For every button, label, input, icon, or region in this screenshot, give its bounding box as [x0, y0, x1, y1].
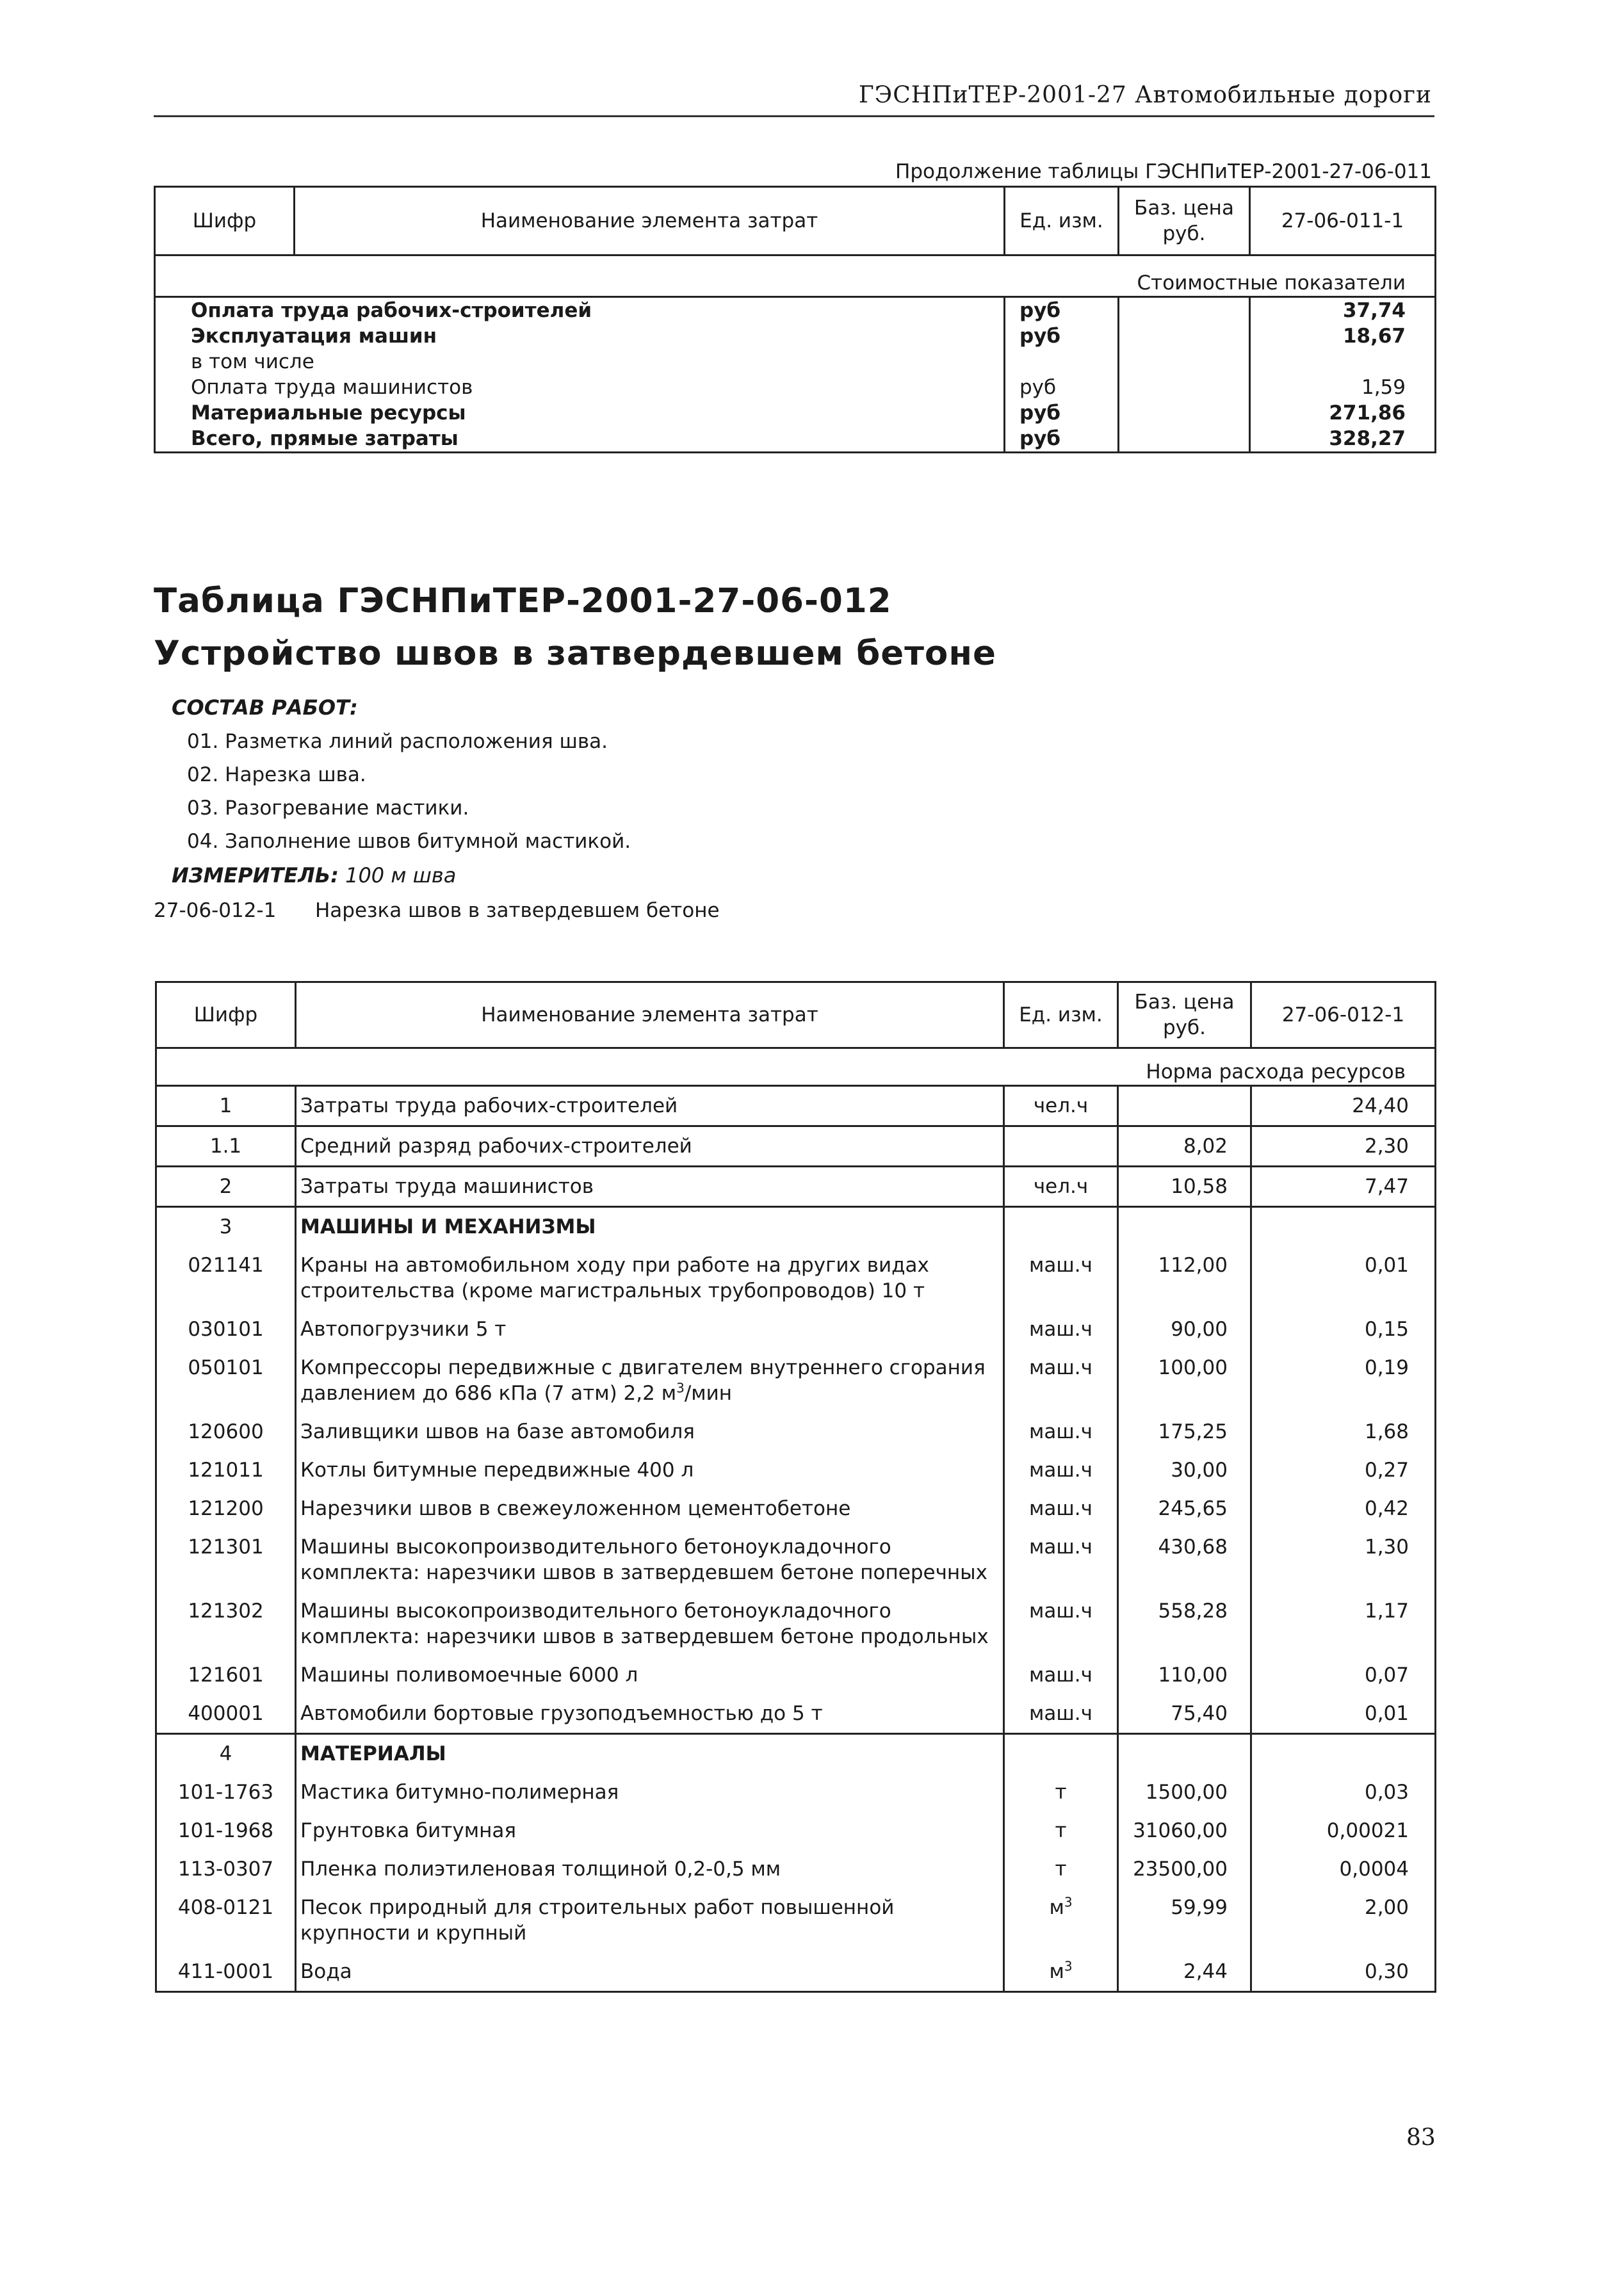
work-item: 03. Разогревание мастики.	[187, 797, 469, 820]
norm-code-line	[154, 899, 720, 922]
table1-col-code: Шифр	[155, 187, 295, 255]
norm-code: 27-06-012-1	[154, 899, 277, 922]
table1	[154, 186, 1436, 453]
table-row: 411-0001 Вода $м^3$ 2,44 0,30	[156, 1952, 1436, 1992]
work-item: 01. Разметка линий расположения шва.	[187, 730, 608, 753]
table-row: 4 МАТЕРИАЛЫ	[156, 1734, 1436, 1774]
table2-col-rate: 27-06-012-1	[1251, 982, 1436, 1048]
table2-col-name: Наименование элемента затрат	[296, 982, 1004, 1048]
table-row: Оплата труда рабочих-строителей руб 37,74	[155, 297, 1436, 324]
table-row: в том числе	[155, 349, 1436, 375]
meter-value: 100 м шва	[345, 863, 457, 888]
header-rule	[154, 115, 1434, 117]
table-row: 021141 Краны на автомобильном ходу при работе на других видах строительства (кроме магистральных трубопроводов) 10 т маш.ч 112,00 0,01	[156, 1246, 1436, 1310]
table1-caption: Продолжение таблицы ГЭСНПиТЕР-2001-27-06-011	[895, 160, 1432, 183]
table-row: Всего, прямые затраты руб 328,27	[155, 426, 1436, 453]
table2-col-unit: Ед. изм.	[1004, 982, 1118, 1048]
table-row: 050101 Компрессоры передвижные с двигателем внутреннего сгорания давлением до 686 кПа (7 атм) 2,2 $м^3$/мин маш.ч 100,00 0,19	[156, 1349, 1436, 1413]
section-subtitle: Устройство швов в затвердевшем бетоне	[154, 634, 996, 673]
table-row: 101-1763 Мастика битумно-полимерная т 1500,00 0,03	[156, 1773, 1436, 1812]
work-item: 02. Нарезка шва.	[187, 763, 366, 786]
meter	[172, 863, 456, 888]
table-row: 1 Затраты труда рабочих-строителей чел.ч 24,40	[156, 1086, 1436, 1126]
table-row: 3 МАШИНЫ И МЕХАНИЗМЫ	[156, 1207, 1436, 1247]
table-row: 121011 Котлы битумные передвижные 400 л маш.ч 30,00 0,27	[156, 1451, 1436, 1489]
work-composition-label: СОСТАВ РАБОТ:	[172, 695, 358, 720]
table-row: 408-0121 Песок природный для строительных работ повышенной крупности и крупный $м^3$ 59,99 2,00	[156, 1888, 1436, 1952]
table2-subheader: Норма расхода ресурсов	[156, 1048, 1436, 1086]
table-row: Материальные ресурсы руб 271,86	[155, 400, 1436, 426]
table-row: 121200 Нарезчики швов в свежеуложенном цементобетоне маш.ч 245,65 0,42	[156, 1489, 1436, 1528]
table-row: 113-0307 Пленка полиэтиленовая толщиной 0,2-0,5 мм т 23500,00 0,0004	[156, 1850, 1436, 1888]
table1-col-name: Наименование элемента затрат	[295, 187, 1005, 255]
page-number: 83	[1406, 2125, 1436, 2151]
table1-col-rate: 27-06-011-1	[1250, 187, 1436, 255]
table-row: 121601 Машины поливомоечные 6000 л маш.ч 110,00 0,07	[156, 1656, 1436, 1694]
section-title: Таблица ГЭСНПиТЕР-2001-27-06-012	[154, 581, 892, 620]
running-header: ГЭСНПиТЕР-2001-27 Автомобильные дороги	[858, 82, 1432, 108]
table-row: 400001 Автомобили бортовые грузоподъемностью до 5 т маш.ч 75,40 0,01	[156, 1694, 1436, 1734]
table-row: 121302 Машины высокопроизводительного бетоноукладочного комплекта: нарезчики швов в затвердевшем бетоне продольных маш.ч 558,28 1,17	[156, 1592, 1436, 1656]
table-row: 121301 Машины высокопроизводительного бетоноукладочного комплекта: нарезчики швов в затвердевшем бетоне поперечных маш.ч 430,68 1,30	[156, 1528, 1436, 1592]
work-item: 04. Заполнение швов битумной мастикой.	[187, 830, 631, 853]
table1-col-unit: Ед. изм.	[1005, 187, 1119, 255]
meter-label: ИЗМЕРИТЕЛЬ:	[172, 863, 339, 888]
table2-col-code: Шифр	[156, 982, 296, 1048]
table-row: Оплата труда машинистов руб 1,59	[155, 375, 1436, 400]
table1-col-price: Баз. цена руб.	[1119, 187, 1250, 255]
table-row: 101-1968 Грунтовка битумная т 31060,00 0,00021	[156, 1812, 1436, 1850]
table1-subheader: Стоимостные показатели	[155, 255, 1436, 297]
table-row: 1.1 Средний разряд рабочих-строителей 8,02 2,30	[156, 1126, 1436, 1167]
norm-code-description: Нарезка швов в затвердевшем бетоне	[315, 899, 720, 922]
table2-col-price: Баз. цена руб.	[1118, 982, 1251, 1048]
table2	[155, 981, 1436, 1993]
table-row: 030101 Автопогрузчики 5 т маш.ч 90,00 0,15	[156, 1310, 1436, 1349]
table-row: 2 Затраты труда машинистов чел.ч 10,58 7,47	[156, 1167, 1436, 1207]
table-row: 120600 Заливщики швов на базе автомобиля маш.ч 175,25 1,68	[156, 1413, 1436, 1451]
table-row: Эксплуатация машин руб 18,67	[155, 323, 1436, 349]
